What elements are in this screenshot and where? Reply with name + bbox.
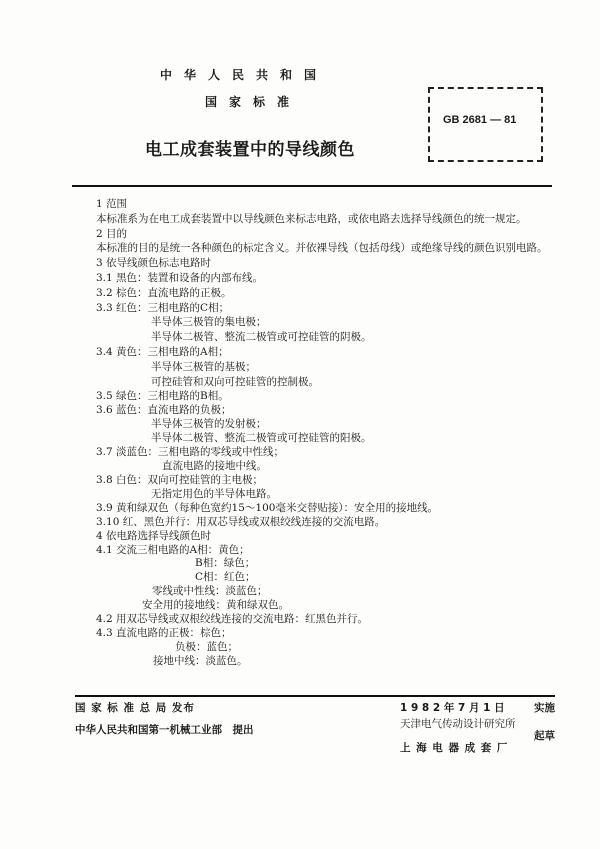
section-heading: 4 依电路选择导线颜色时 [96,529,212,542]
national-standard-label: 国家标准 [205,95,302,109]
clause-continuation: 半导体二极管、整流二极管或可控硅管的阴极。 [151,331,372,344]
document-body-part-2 [96,404,438,669]
country-name: 中华人民共和国 [160,68,329,82]
clause: 4.2 用双芯导线或双根绞线连接的交流电路：红黑色并行。 [96,613,369,626]
effective-date: 1 9 8 2 年 7 月 1 日 [400,702,505,714]
header-divider [72,185,552,187]
clause: 3.7 淡蓝色：三相电路的零线或中性线； [96,445,285,458]
publisher: 国 家 标 准 总 局 发布 [75,702,195,714]
drafting-organization-1: 天津电气传动设计研究所 [400,718,516,730]
clause-continuation: 直流电路的接地中线。 [162,459,267,472]
clause: 3.1 黑色：装置和设备的内部布线。 [96,271,264,284]
clause-continuation: 安全用的接地线：黄和绿双色。 [142,599,289,612]
clause: 3.10 红、黑色并行：用双芯导线或双根绞线连接的交流电路。 [96,515,386,528]
clause-continuation: 无指定用色的半导体电路。 [151,487,277,500]
clause-continuation: 负极：蓝色； [175,641,238,654]
clause: 4.1 交流三相电路的A相：黄色； [96,543,250,556]
clause: 3.3 红色：三相电路的C相； [96,301,230,314]
clause: 3.4 黄色：三相电路的A相； [96,345,229,358]
clause: 3.2 棕色：直流电路的正极。 [96,286,232,299]
clause-continuation: 半导体三极管的集电极； [151,316,267,329]
clause-continuation: 半导体三极管的发射极； [151,417,267,430]
clause: 4.3 直流电路的正极：棕色； [96,627,232,640]
clause-continuation: 半导体三极管的基极； [151,360,256,373]
clause-continuation: 可控硅管和双向可控硅管的控制极。 [151,375,319,388]
clause-continuation: 半导体二极管、整流二极管或可控硅管的阳极。 [151,431,372,444]
clause-continuation: 零线或中性线：淡蓝色； [152,585,268,598]
effective-label: 实施 [534,702,555,714]
footer-divider [75,695,555,697]
proposer: 中华人民共和国第一机械工业部 提出 [75,724,254,736]
document-body-part-1 [96,197,548,404]
section-heading: 3 依导线颜色标志电路时 [96,257,212,270]
clause-continuation: C相：红色； [195,571,256,584]
paragraph: 本标准的目的是统一各种颜色的标定含义。并依裸导线（包括母线）或绝缘导线的颜色识别电路。 [96,242,548,255]
section-heading: 1 范围 [96,198,128,210]
drafted-label: 起草 [534,730,555,742]
paragraph: 本标准系为在电工成套装置中以导线颜色来标志电路，或依电路去选择导线颜色的统一规定。 [96,212,527,225]
clause: 3.5 绿色：三相电路的B相。 [96,390,229,403]
clause: 3.8 白色：双向可控硅管的主电极； [96,473,264,486]
section-heading: 2 目的 [96,227,128,240]
clause-continuation: B相：绿色； [195,557,256,570]
clause: 3.9 黄和绿双色（每种色宽约15～100毫米交替贴接）：安全用的接地线。 [96,501,439,514]
clause: 3.6 蓝色：直流电路的负极； [96,404,232,416]
drafting-organization-2: 上 海 电 器 成 套 厂 [400,742,509,754]
clause-continuation: 接地中线：淡蓝色。 [153,655,248,668]
standard-number: GB 2681 — 81 [443,114,517,126]
document-title: 电工成套装置中的导线颜色 [145,140,355,160]
